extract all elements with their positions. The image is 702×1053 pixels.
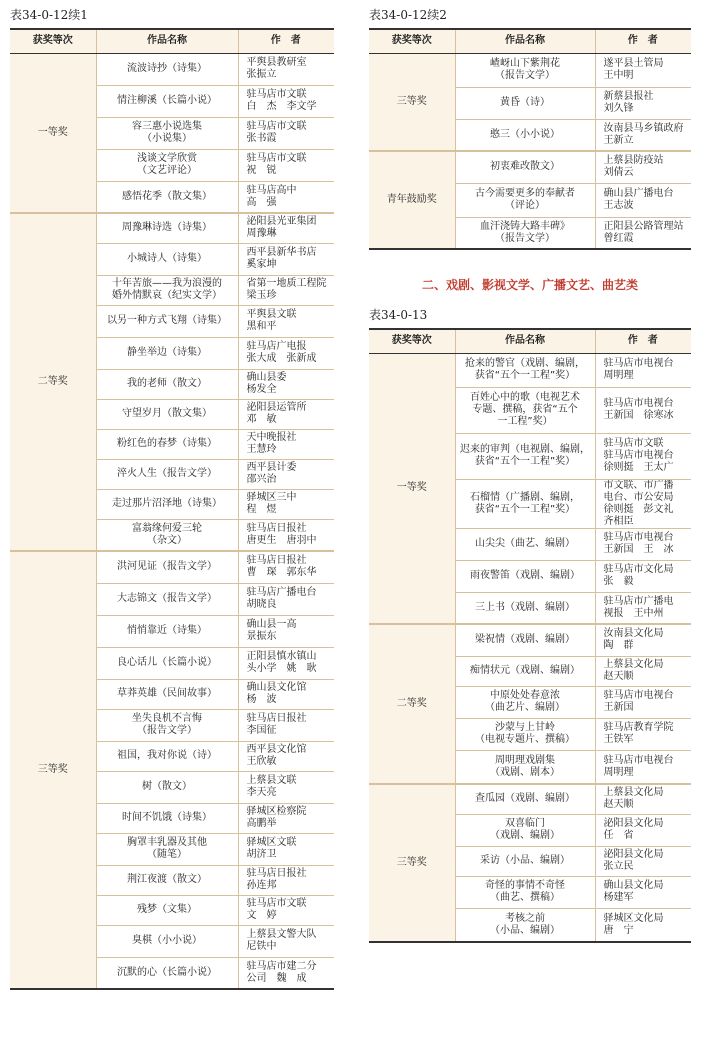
work-title: 憨三（小小说） [455, 119, 595, 151]
author: 驻马店高中 高 强 [238, 181, 334, 213]
work-title: 感悟花季（散文集） [96, 181, 238, 213]
work-title: 周豫琳诗选（诗集） [96, 213, 238, 243]
work-title: 山尖尖（曲艺、编剧） [455, 528, 595, 560]
work-title: 周明理戏剧集 （戏剧、剧本） [455, 750, 595, 784]
work-title: 痴情状元（戏剧、编剧） [455, 656, 595, 686]
author: 驻马店市电视台 周明理 [595, 353, 691, 387]
work-title: 臭棋（小小说） [96, 925, 238, 957]
table-row [369, 624, 691, 656]
author: 驻马店市文联 祝 锐 [238, 149, 334, 181]
work-title: 小城诗人（诗集） [96, 243, 238, 275]
column-header: 作 者 [595, 329, 691, 353]
author: 驻马店市广播电 视报 王中州 [595, 592, 691, 624]
work-title: 荆江夜渡（散文） [96, 865, 238, 895]
author: 上蔡县文化局 赵天顺 [595, 656, 691, 686]
work-title: 古今需要更多的奉献者 （评论） [455, 183, 595, 217]
author: 驿城区三中 程 煜 [238, 489, 334, 519]
author: 驻马店教育学院 王铁军 [595, 718, 691, 750]
award-level: 三等奖 [369, 784, 455, 942]
author: 驻马店广播电台 胡晓良 [238, 583, 334, 615]
work-title: 初衷难改散文） [455, 151, 595, 183]
author: 遂平县土管局 王中明 [595, 53, 691, 87]
column-header: 作 者 [238, 29, 334, 53]
author: 驻马店日报社 孙连邦 [238, 865, 334, 895]
work-title: 悄悄靠近（诗集） [96, 615, 238, 647]
author: 省第一地质工程院 梁玉珍 [238, 275, 334, 305]
table-row [10, 213, 334, 243]
author: 新蔡县报社 刘久锋 [595, 87, 691, 119]
author: 上蔡县文联 李天亮 [238, 771, 334, 803]
right-table-2-caption: 表34-0-13 [369, 308, 428, 322]
work-title: 容三惠小说选集 （小说集） [96, 117, 238, 149]
work-title: 沉默的心（长篇小说） [96, 957, 238, 989]
work-title: 情注柳溪（长篇小说） [96, 85, 238, 117]
work-title: 血汗浇铸大路丰碑》 （报告文学） [455, 217, 595, 249]
work-title: 石榴情（广播剧、编剧， 获省“五个一工程”奖） [455, 479, 595, 528]
work-title: 祖国，我对你说（诗） [96, 741, 238, 771]
work-title: 静坐举边（诗集） [96, 337, 238, 369]
author: 驻马店市文化局 张 毅 [595, 560, 691, 592]
work-title: 梁祝情（戏剧、编剧） [455, 624, 595, 656]
right-award-table-1 [369, 28, 691, 250]
author: 确山县委 杨发全 [238, 369, 334, 399]
award-level: 一等奖 [10, 53, 96, 213]
author: 泌阳县光亚集团 周豫琳 [238, 213, 334, 243]
author: 市文联、市广播 电台、市公安局 徐则挺 彭文礼 齐相臣 [595, 479, 691, 528]
column-header: 获奖等次 [369, 29, 455, 53]
author: 驻马店市建二分 公司 魏 成 [238, 957, 334, 989]
work-title: 沙蒙与上甘岭 （电视专题片、撰稿） [455, 718, 595, 750]
award-level: 二等奖 [10, 213, 96, 551]
author: 西平县计委 邵兴治 [238, 459, 334, 489]
section-heading: 二、戏剧、影视文学、广播文艺、曲艺类 [421, 278, 638, 292]
table-row [369, 353, 691, 387]
work-title: 浅谈文学欣赏 （文艺评论） [96, 149, 238, 181]
author: 天中晚报社 王慧玲 [238, 429, 334, 459]
author: 确山县一高 景振东 [238, 615, 334, 647]
author: 上蔡县文化局 赵天顺 [595, 784, 691, 814]
work-title: 三上书（戏剧、编剧） [455, 592, 595, 624]
work-title: 良心话儿（长篇小说） [96, 647, 238, 679]
right-award-table-2 [369, 328, 691, 943]
column-header: 作 者 [595, 29, 691, 53]
award-level: 二等奖 [369, 624, 455, 784]
author: 驻马店市文联 文 婷 [238, 895, 334, 925]
award-level: 三等奖 [10, 551, 96, 989]
column-header: 作品名称 [455, 29, 595, 53]
column-header: 作品名称 [455, 329, 595, 353]
work-title: 雨夜警笛（戏剧、编剧） [455, 560, 595, 592]
author: 驻马店日报社 李国征 [238, 709, 334, 741]
work-title: 草莽英雄（民间故事） [96, 679, 238, 709]
author: 驻马店日报社 唐更生 唐羽中 [238, 519, 334, 551]
table-row [369, 784, 691, 814]
award-level: 一等奖 [369, 353, 455, 624]
author: 平舆县教研室 张振立 [238, 53, 334, 85]
author: 驿城区检察院 高鹏举 [238, 803, 334, 833]
work-title: 流波诗抄（诗集） [96, 53, 238, 85]
left-award-table [10, 28, 334, 990]
award-level: 三等奖 [369, 53, 455, 151]
work-title: 迟来的审判（电视剧、编剧， 获省“五个一工程”奖） [455, 433, 595, 479]
author: 确山县文化局 杨建军 [595, 876, 691, 908]
work-title: 十年苦旅——我为浪漫的 婚外情默哀（纪实文学） [96, 275, 238, 305]
work-title: 残梦（文集） [96, 895, 238, 925]
work-title: 嵖岈山下紫荆花 （报告文学） [455, 53, 595, 87]
table-row [10, 551, 334, 583]
column-header: 获奖等次 [369, 329, 455, 353]
work-title: 淬火人生（报告文学） [96, 459, 238, 489]
author: 正阳县慎水镇山 头小学 姚 耿 [238, 647, 334, 679]
author: 驿城区文联 胡济卫 [238, 833, 334, 865]
author: 驻马店市电视台 周明理 [595, 750, 691, 784]
author: 汝南县文化局 陶 群 [595, 624, 691, 656]
work-title: 双喜临门 （戏剧、编剧） [455, 814, 595, 846]
author: 驻马店市文联 白 杰 李文学 [238, 85, 334, 117]
author: 驿城区文化局 唐 宁 [595, 908, 691, 942]
table-header-row [369, 329, 691, 353]
work-title: 大志锦文（报告文学） [96, 583, 238, 615]
table-row [369, 151, 691, 183]
right-table-1-caption: 表34-0-12续2 [369, 8, 447, 22]
work-title: 百姓心中的歌（电视艺术 专题、撰稿，获省“五个 一工程”奖） [455, 387, 595, 433]
work-title: 坐失良机不言悔 （报告文学） [96, 709, 238, 741]
author: 泌阳县文化局 张立民 [595, 846, 691, 876]
author: 泌阳县运管所 邓 敏 [238, 399, 334, 429]
author: 上蔡县防疫站 刘倩云 [595, 151, 691, 183]
author: 上蔡县文警大队 尼铁中 [238, 925, 334, 957]
author: 西平县文化馆 王欣敏 [238, 741, 334, 771]
work-title: 洪河见证（报告文学） [96, 551, 238, 583]
work-title: 胸罩丰乳器及其他 （随笔） [96, 833, 238, 865]
author: 驻马店广电报 张大成 张新成 [238, 337, 334, 369]
work-title: 走过那片沼泽地（诗集） [96, 489, 238, 519]
author: 平舆县文联 黑和平 [238, 305, 334, 337]
author: 驻马店市电视台 王新国 [595, 686, 691, 718]
left-table-caption: 表34-0-12续1 [10, 8, 88, 22]
work-title: 奇怪的事情不奇怪 （曲艺、撰稿） [455, 876, 595, 908]
work-title: 中原处处春意浓 （曲艺片、编剧） [455, 686, 595, 718]
author: 西平县新华书店 奚家坤 [238, 243, 334, 275]
column-header: 作品名称 [96, 29, 238, 53]
author: 确山县文化馆 杨 波 [238, 679, 334, 709]
table-header-row [369, 29, 691, 53]
table-row [369, 53, 691, 87]
work-title: 采访（小品、编剧） [455, 846, 595, 876]
author: 驻马店市电视台 王新国 徐寒冰 [595, 387, 691, 433]
work-title: 考核之前 （小品、编剧） [455, 908, 595, 942]
work-title: 树（散文） [96, 771, 238, 803]
work-title: 粉红色的春梦（诗集） [96, 429, 238, 459]
work-title: 富翁缘何爱三轮 （杂文） [96, 519, 238, 551]
work-title: 我的老师（散文） [96, 369, 238, 399]
work-title: 抢来的警官（戏剧、编剧， 获省“五个一工程”奖） [455, 353, 595, 387]
work-title: 时间不饥饿（诗集） [96, 803, 238, 833]
table-row [10, 53, 334, 85]
author: 驻马店市文联 张书霞 [238, 117, 334, 149]
column-header: 获奖等次 [10, 29, 96, 53]
author: 正阳县公路管理站 曾红霞 [595, 217, 691, 249]
author: 泌阳县文化局 任 省 [595, 814, 691, 846]
work-title: 黄昏（诗） [455, 87, 595, 119]
author: 确山县广播电台 王志波 [595, 183, 691, 217]
author: 驻马店日报社 曹 琛 郭东华 [238, 551, 334, 583]
table-header-row [10, 29, 334, 53]
author: 驻马店市电视台 王新国 王 冰 [595, 528, 691, 560]
author: 驻马店市文联 驻马店市电视台 徐则挺 王太广 [595, 433, 691, 479]
work-title: 以另一种方式飞翔（诗集） [96, 305, 238, 337]
award-level: 青年鼓励奖 [369, 151, 455, 249]
author: 汝南县马乡镇政府 王新立 [595, 119, 691, 151]
work-title: 守望岁月（散文集） [96, 399, 238, 429]
work-title: 查瓜园（戏剧、编剧） [455, 784, 595, 814]
